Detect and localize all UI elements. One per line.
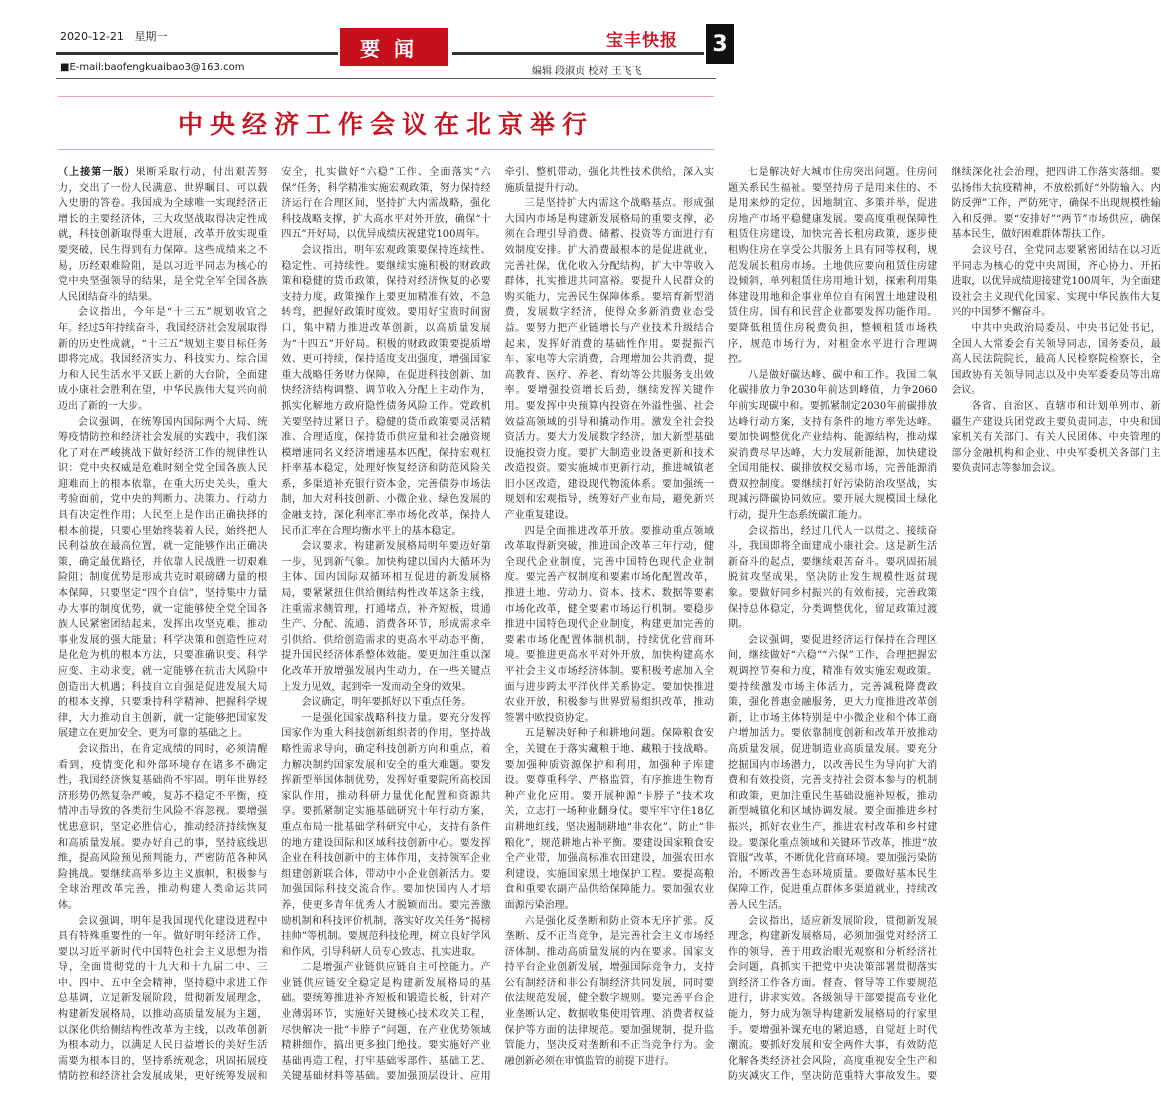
article-paragraph xyxy=(58,415,267,742)
article-paragraph xyxy=(58,165,267,305)
paragraph-text: 六是强化反垄断和防止资本无序扩张。反垄断、反不正当竞争，是完善社会主义市场经济体制、推动高质量发展的内在要求。国家支持平台企业创新发展，增强国际竞争力，支持公有制经济和非公有制经济共同发展，同时要依法规范发展，健全数字规则。要完善平台企业垄断认定、数据收集使用管理、消费者权益保护等方面的法律规范。要加强规制，提升监管能力，坚决反对垄断和不正当竞争行为。金融创新必须在审慎监管的前提下进行。 xyxy=(504,915,714,1067)
article-paragraph xyxy=(951,321,1160,399)
article-body xyxy=(58,165,1161,1090)
article-paragraph xyxy=(951,243,1160,321)
paragraph-text: 一是强化国家战略科技力量。要充分发挥国家作为重大科技创新组织者的作用，坚持战略性需求导向，确定科技创新方向和重点，着力解决制约国家发展和安全的重大难题。要发挥新型举国体制优势，发挥好重要院所高校国家队作用，推动科研力量优化配置和资源共享。要抓紧制定实施基础研究十年行动方案，重点布局一批基础学科研究中心，支持有条件的地方建设国际和区域科技创新中心。要发挥企业在科技创新中的主体作用，支持领军企业组建创新联合体，带动中小企业创新活力。要加强国际科技交流合作。要加快国内人才培养，使更多青年优秀人才脱颖而出。要完善激励机制和科技评价机制，落实好攻关任务“揭榜挂帅”等机制。要规范科技伦理，树立良好学风和作风，引导科研人员专心致志、扎实进取。 xyxy=(281,712,491,958)
paragraph-text: 会议确定，明年要抓好以下重点任务。 xyxy=(301,697,472,709)
paragraph-text: 会议指出，适应新发展阶段，贯彻新发展理念，构建新发展格局，必须加强党对经济工作的领导，善于用政治眼光观察和分析经济社会问题，真抓实干把党中央决策部署贯彻落实到经济工作各方面。督查、督导等工作要规范进行，讲求实效。各级领导干部要提高专业化能力，努力成为领导构建新发展格局的行家里手。要增强补课充电的紧迫感，自觉赶上时代潮流。要抓好发展和安全两件大事，有效防范化解各类经济社会风险，高度重视安全生产和防灾减灾工作，坚决防范重特大事故发生。要继续深化社会治理，把四讲工作落实落细。要弘扬伟大抗疫精神，不放松抓好“外防输入、内防反弹”工作，严防死守，确保不出现规模性输入和反弹。要“安排好”“两节”市场供应，确保基本民生，做好困难群体帮扶工作。 xyxy=(727,167,1161,1083)
article-paragraph xyxy=(281,695,490,711)
header-rule-left xyxy=(56,52,338,55)
paragraph-text: 各省、自治区、直辖市和计划单列市、新疆生产建设兵团党政主要负责同志，中央和国家机关有关部门、有关人民团体、中央管理的部分金融机构和企业、中央军委机关各部门主要负责同志等参加会议。 xyxy=(951,400,1161,475)
paragraph-text: 会议强调，明年是我国现代化建设进程中具有特殊重要性的一年。做好明年经济工作，要以习近平新时代中国特色社会主义思想为指导，全面贯彻党的十九大和十九届二中、三中、四中、五中全会精神，坚持稳中求进工作总基调，立足新发展阶段，贯彻新发展理念，构建新发展格局，以推动高质量发展为主题，以深化供给侧结构性改革为主线，以改革创新为根本动力，以满足人民日益增长的美好生活需要为根本目的，坚持系统观念，巩固拓展疫情防控和经济社会发展成果，更好统筹发展和安全，扎实做好“六稳”工作、全面落实“六保”任务，科学精准实施宏观政策，努力保持经济运行在合理区间，坚持扩大内需战略，强化科技战略支撑，扩大高水平对外开放，确保“十四五”开好局，以优异成绩庆祝建党100周年。 xyxy=(58,167,491,1083)
paragraph-text: 会议强调，要促进经济运行保持在合理区间，继续做好“六稳”“六保”工作，合理把握宏观调控节奏和力度，精准有效实施宏观政策。要持续激发市场主体活力，完善减税降费政策，强化普惠金融服务，更大力度推进改革创新，让市场主体特别是中小微企业和个体工商户增加活力。要依靠制度创新和改革开放推动高质量发展，促进制造业高质量发展。要充分挖掘国内市场潜力，以改善民生为导向扩大消费和有效投资，完善支持社会资本参与的机制和政策，更加注重民生基础设施补短板，推动新型城镇化和区域协调发展。要全面推进乡村振兴，抓好农业生产，推进农村改革和乡村建设。要深化重点领域和关键环节改革，推进“放管服”改革，不断优化营商环境。要加强污染防治，不断改善生态环境质量。要做好基本民生保障工作，促进重点群体多渠道就业，持续改善人民生活。 xyxy=(727,634,938,911)
paragraph-text: 会议号召，全党同志要紧密团结在以习近平同志为核心的党中央周围，齐心协力、开拓进取，以优异成绩迎接建党100周年，为全面建设社会主义现代化国家、实现中华民族伟大复兴的中国梦不懈奋斗。 xyxy=(951,244,1161,319)
article-paragraph xyxy=(281,243,490,539)
article-paragraph xyxy=(58,305,267,414)
continuation-lead: （上接第一版） xyxy=(58,167,136,178)
date-text: 2020-12-21 xyxy=(60,30,124,43)
paragraph-text: 三是坚持扩大内需这个战略基点。形成强大国内市场是构建新发展格局的重要支撑，必须在合理引导消费、储蓄、投资等方面进行有效制度安排。扩大消费最根本的是促进就业，完善社保，优化收入分配结构，扩大中等收入群体，扎实推进共同富裕。要提升人民群众的购买能力，完善民生保障体系。要培育新型消费，发展数字经济，使得众多新消费业态受益。要努力把产业链增长与产业技术升级结合起来，发挥好消费的基础性作用。要提振汽车、家电等大宗消费，合理增加公共消费，提高教育、医疗、养老、育幼等公共服务支出效率。要增强投资增长后劲，继续发挥关键作用。要发挥中央预算内投资在外溢性强、社会效益高领域的引导和撬动作用。激发全社会投资活力。要大力发展数字经济，加大新型基础设施投资力度。要扩大制造业设备更新和技术改造投资。要实施城市更新行动，推进城镇老旧小区改造，建设现代物流体系。要加强统一规划和宏观指导，统筹好产业布局，避免新兴产业重复建设。 xyxy=(504,198,714,522)
paragraph-text: 五是解决好种子和耕地问题。保障粮食安全，关键在于落实藏粮于地、藏粮于技战略。要加强种质资源保护和利用，加强种子库建设。要尊重科学、严格监管，有序推进生物育种产业化应用。要开展种源“卡脖子”技术攻关，立志打一场种业翻身仗。要牢牢守住18亿亩耕地红线，坚决遏制耕地“非农化”、防止“非粮化”，规范耕地占补平衡。要建设国家粮食安全产业带，加强高标准农田建设，加强农田水利建设，实施国家黑土地保护工程。要提高粮食和重要农副产品供给保障能力。要加强农业面源污染治理。 xyxy=(504,728,714,911)
article-paragraph xyxy=(728,165,937,368)
article-paragraph xyxy=(281,711,490,961)
paragraph-text: 会议指出，在肯定成绩的同时，必须清醒看到，疫情变化和外部环境存在诸多不确定性，我国经济恢复基础尚不牢固。明年世界经济形势仍然复杂严峻，复苏不稳定不平衡，疫情冲击导致的各类衍生风险不容忽视。要增强忧患意识，坚定必胜信心，推动经济持续恢复和高质量发展。要办好自己的事，坚持底线思维，提高风险预见预判能力，严密防范各种风险挑战。要继续高举多边主义旗帜，积极参与全球治理改革完善，推动构建人类命运共同体。 xyxy=(58,743,268,911)
article-paragraph xyxy=(281,539,490,695)
article-paragraph xyxy=(728,524,937,633)
paragraph-text: 中共中央政治局委员、中央书记处书记，全国人大常委会有关领导同志，国务委员，最高人民法院院长，最高人民检察院检察长，全国政协有关领导同志以及中央军委委员等出席会议。 xyxy=(951,322,1161,397)
email-contact: ■E-mail:baofengkuaibao3@163.com xyxy=(60,62,245,73)
article-paragraph xyxy=(728,633,937,914)
article-paragraph xyxy=(505,196,714,523)
paragraph-text: 会议指出，今年是“十三五”规划收官之年。经过5年持续奋斗，我国经济社会发展取得新的历史性成就，“十三五”规划主要目标任务即将完成。我国经济实力、科技实力、综合国力和人民生活水平又跃上新的大台阶，全面建成小康社会胜利在望，中华民族伟大复兴向前迈出了新的一大步。 xyxy=(58,307,268,412)
masthead-logo: 宝丰快报 xyxy=(606,31,678,51)
paragraph-text: 会议指出，明年宏观政策要保持连续性、稳定性、可持续性。要继续实施积极的财政政策和稳健的货币政策，保持对经济恢复的必要支持力度，政策操作上要更加精准有效，不急转弯，把握好政策时度效。要用好宝贵时间窗口，集中精力推进改革创新，以高质量发展为“十四五”开好局。积极的财政政策要提质增效、更可持续，保持适度支出强度，增强国家重大战略任务财力保障，在促进科技创新、加快经济结构调整、调节收入分配上主动作为，抓实化解地方政府隐性债务风险工作。党政机关要坚持过紧日子。稳健的货币政策要灵活精准、合理适度，保持货币供应量和社会融资规模增速同名义经济增速基本匹配，保持宏观杠杆率基本稳定，处理好恢复经济和防范风险关系，多渠道补充银行资本金，完善债券市场法制，加大对科技创新、小微企业、绿色发展的金融支持，深化利率汇率市场化改革，保持人民币汇率在合理均衡水平上的基本稳定。 xyxy=(281,244,491,537)
article-paragraph xyxy=(505,914,714,1070)
paragraph-text: 八是做好碳达峰、碳中和工作。我国二氧化碳排放力争2030年前达到峰值，力争2060年前实现碳中和。要抓紧制定2030年前碳排放达峰行动方案，支持有条件的地方率先达峰。要加快调整优化产业结构、能源结构，推动煤炭消费尽早达峰，大力发展新能源，加快建设全国用能权、碳排放权交易市场，完善能源消费双控制度。要继续打好污染防治攻坚战，实现减污降碳协同效应。要开展大规模国土绿化行动，提升生态系统碳汇能力。 xyxy=(727,369,938,522)
paragraph-text: 四是全面推进改革开放。要推动重点领域改革取得新突破，推进国企改革三年行动，健全现代企业制度，完善中国特色现代企业制度。要完善产权制度和要素市场化配置改革，推进土地、劳动力、资本、技术、数据等要素市场化改革，健全要素市场运行机制。要稳步推进中国特色现代企业制度，构建更加完善的要素市场化配置体制机制，持续优化营商环境。要推进更高水平对外开放，加快构建高水平社会主义市场经济体制。要积极考虑加入全面与进步跨太平洋伙伴关系协定。要加快推进农业开放，积极参与世界贸易组织改革，推动签署中欧投资协定。 xyxy=(504,525,714,724)
page-number: 3 xyxy=(706,24,734,64)
paragraph-text: 会议指出，经过几代人一以贯之、接续奋斗，我国即将全面建成小康社会。这是新生活新奋斗的起点，要继续艰苦奋斗。要巩固拓展脱贫攻坚成果，坚决防止发生规模性返贫现象。要做好同乡村振兴的有效衔接，完善政策保持总体稳定，分类调整优化，留足政策过渡期。 xyxy=(727,525,938,631)
header-divider xyxy=(56,78,716,79)
paragraph-text: 二是增强产业链供应链自主可控能力。产业链供应链安全稳定是构建新发展格局的基础。要统筹推进补齐短板和锻造长板，针对产业薄弱环节，实施好关键核心技术攻关工程，尽快解决一批“卡脖子”问题，在产业优势领域精耕细作，搞出更多独门绝技。要实施好产业基础再造工程，打牢基础零部件、基础工艺、关键基础材料等基础。要加强顶层设计、应用牵引、整机带动，强化共性技术供给，深入实施质量提升行动。 xyxy=(281,167,714,1083)
article-paragraph xyxy=(728,368,937,524)
article-paragraph xyxy=(951,399,1160,477)
header-rule-right xyxy=(452,52,704,55)
article-headline: 中央经济工作会议在北京举行 xyxy=(177,110,594,139)
weekday-text: 星期一 xyxy=(134,30,168,43)
paragraph-text: 会议强调，在统筹国内国际两个大局、统筹疫情防控和经济社会发展的实践中，我们深化了对在严峻挑战下做好经济工作的规律性认识：党中央权威是危难时刻全党全国各族人民迎难而上的根本依靠，在重大历史关头，重大考验面前，党中央的判断力、决策力、行动力具有决定性作用；人民至上是作出正确抉择的根本前提，只要心里始终装着人民，始终把人民利益放在最高位置，就一定能够作出正确决策，确定最优路径，并依靠人民战胜一切艰难险阻；制度优势是形成共克时艰磅礴力量的根本保障，只要坚定“四个自信”，坚持集中力量办大事的制度优势，就一定能够使全党全国各族人民紧密团结起来，发挥出攻坚克难、推动事业发展的强大能量；科学决策和创造性应对是化危为机的根本方法，只要准确识变、科学应变、主动求变，就一定能够在抗击大风险中创造出大机遇；科技自立自强是促进发展大局的根本支撑，只要秉持科学精神、把握科学规律，大力推动自主创新，就一定能够把国家发展建立在更加安全、更为可靠的基础之上。 xyxy=(58,416,268,740)
issue-date xyxy=(60,28,167,44)
paragraph-text: 七是解决好大城市住房突出问题。住房问题关系民生福祉。要坚持房子是用来住的、不是用来炒的定位，因地制宜、多策并举，促进房地产市场平稳健康发展。要高度重视保障性租赁住房建设，加快完善长租房政策，逐步使租购住房在享受公共服务上具有同等权利，规范发展长租房市场。土地供应要向租赁住房建设倾斜，单列租赁住房用地计划，探索利用集体建设用地和企事业单位自有闲置土地建设租赁住房，国有和民营企业都要发挥功能作用。要降低租赁住房税费负担，整顿租赁市场秩序，规范市场行为，对租金水平进行合理调控。 xyxy=(727,167,938,366)
headline-banner xyxy=(58,96,714,150)
article-paragraph xyxy=(58,742,267,914)
section-label: 要闻 xyxy=(340,28,448,66)
paragraph-text: 果断采取行动，付出艰苦努力，交出了一份人民满意、世界瞩目、可以载入史册的答卷。我国成为全球唯一实现经济正增长的主要经济体，三大攻坚战取得决定性成就，科技创新取得重大进展，改革开放实现重要突破，民生得到有力保障。这些成绩来之不易，历经艰难险阻，是以习近平同志为核心的党中央坚强领导的结果，是全党全军全国各族人民团结奋斗的结果。 xyxy=(58,167,268,303)
page-header xyxy=(0,0,772,80)
article-paragraph xyxy=(505,524,714,727)
article-paragraph xyxy=(505,726,714,913)
paragraph-text: 会议要求，构建新发展格局明年要迈好第一步，见到新气象。加快构建以国内大循环为主体、国内国际双循环相互促进的新发展格局，要紧紧扭住供给侧结构性改革这条主线，注重需求侧管理，打通堵点，补齐短板，贯通生产、分配、流通、消费各环节，形成需求牵引供给、供给创造需求的更高水平动态平衡，提升国民经济体系整体效能。要更加注重以深化改革开放增强发展内生动力，在一些关键点上发力见效，起到牵一发而动全身的效果。 xyxy=(281,541,491,693)
editor-credits: 编辑 段淑贞 校对 王飞飞 xyxy=(532,66,642,77)
